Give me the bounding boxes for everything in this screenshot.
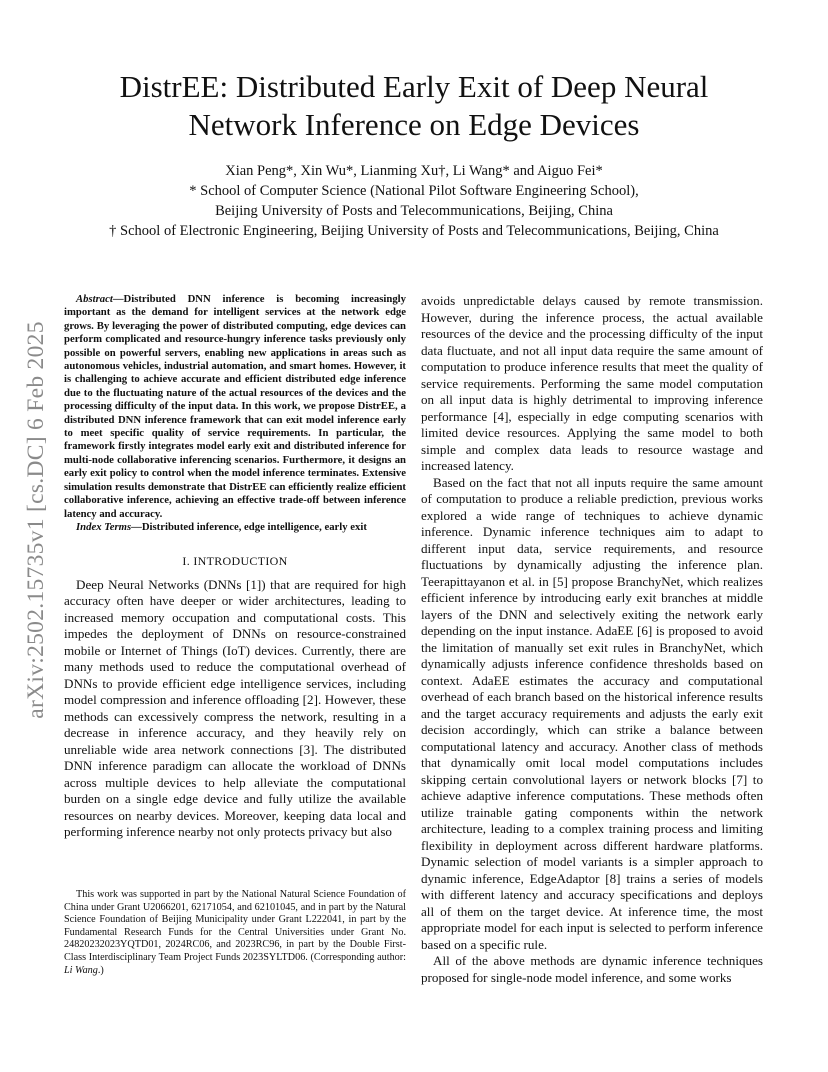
right-paragraph-2: Based on the fact that not all inputs require the same amount of computation to produce a reliable prediction, previous works explored a wide range of techniques to achieve dynamic inference. Dynamic inference techniques aim to adapt to different input data, service requirements, and resource fluctuations by dynamically adjusting the inference plan. Teerapittayanon et al. in [5] propose BranchyNet, which realizes efficient inference by introducing early exit branches at middle layers of the DNN and selectively exiting the network early depending on the input instance. AdaEE [6] is proposed to avoid the limitation of manually set exit rules in BranchyNet, which dynamically adjusts inference confidence thresholds based on context. AdaEE estimates the accuracy and computational overhead of each branch based on the historical inference results and the target accuracy requirements and adjusts the early exit decision accordingly, which can strike a balance between computational latency and accuracy. Another class of methods that dynamically omit local model computations includes skipping certain convolutional layers or network blocks [7] to achieve adaptive inference computations. These methods often utilize trainable gating components within the network architecture, leading to a complex training process and limiting flexibility in deployment across different hardware platforms. Dynamic selection of model variants is a simpler approach to dynamic inference, EdgeAdaptor [8] trains a series of models with different latency and accuracy specifications and deploys all of them on the target device. At inference time, the most appropriate model for each input is selected to perform inference based on a specific rule. <box>421 474 763 952</box>
affiliation-line-1: * School of Computer Science (National Pilot Software Engineering School), <box>189 183 639 199</box>
right-paragraph-1: avoids unpredictable delays caused by remote transmission. However, during the inference process, the actual available resources of the device and the processing difficulty of the input data fluctuate, and not all input data require the same amount of computation to produce inference results that meet the quality of service requirements. Performing the same model computation on all input data is highly detrimental to improving inference performance [4], especially in edge computing scenarios with limited device resources. Applying the same model to both simple and complex data leads to resource wastage and increased latency. <box>421 293 763 473</box>
title-line-1: DistrEE: Distributed Early Exit of Deep Neural <box>119 69 709 104</box>
author-block <box>60 161 768 241</box>
index-terms-text: —Distributed inference, edge intelligence, early exit <box>131 520 367 533</box>
right-column <box>421 293 763 986</box>
right-paragraph-3: All of the above methods are dynamic inference techniques proposed for single-node model inference, and some works <box>421 953 763 985</box>
funding-footnote <box>64 889 406 977</box>
affiliation-line-2: Beijing University of Posts and Telecommunications, Beijing, China <box>215 203 613 219</box>
arxiv-identifier-stamp <box>20 290 52 750</box>
index-terms-label: Index Terms <box>76 520 132 533</box>
paper-title <box>60 68 768 144</box>
left-paragraph-1: Deep Neural Networks (DNNs [1]) that are required for high accuracy often have deeper or wider architectures, leading to increased memory occupation and computational costs. This impedes the deployment of DNNs on resource-constrained mobile or Internet of Things (IoT) devices. Currently, there are many methods used to reduce the computational overhead of DNNs to provide efficient edge intelligence services, including model compression and inference offloading [2]. However, these methods can excessively compress the network, resulting in a decrease in inference accuracy, and they heavily rely on unreliable wide area network connections [3]. The distributed DNN inference paradigm can allocate the workload of DNNs across multiple devices to help alleviate the computational burden on a single edge device and fully utilize the available resources on nearby devices. Moreover, keeping data local and performing inference nearby not only protects privacy but also <box>64 576 406 840</box>
author-names: Xian Peng*, Xin Wu*, Lianming Xu†, Li Wang* and Aiguo Fei* <box>225 163 603 179</box>
index-terms <box>64 521 406 534</box>
footnote-text: This work was supported in part by the National Natural Science Foundation of China under Grant U2066201, 62171054, and 62101045, and in part by the Natural Science Foundation of Beijing Municipality under Grant L222041, in part by the Fundamental Research Funds for the Central Universities under Grant No. 24820232023YQTD01, 2024RC06, and 2023RC96, in part by the Double First-Class Interdisciplinary Team Project Funds 2023SYLTD06. (Corresponding author: <box>64 889 406 963</box>
abstract-text: —Distributed DNN inference is becoming increasingly important as the demand for intelligent services at the network edge grows. By leveraging the power of distributed computing, edge devices can perform complicated and resource-hungry inference tasks previously only possible on powerful servers, enabling new applications in areas such as autonomous vehicles, industrial automation, and smart homes. However, it is challenging to achieve accurate and efficient distributed edge inference due to the fluctuating nature of the actual resources of the devices and the processing difficulty of the input data. In this work, we propose DistrEE, a distributed DNN inference framework that can exit model inference early to meet specific quality of service requirements. In particular, the framework firstly integrates model early exit and distributed inference for multi-node collaborative inferencing scenarios. Furthermore, it designs an early exit policy to control when the model inference terminates. Extensive simulation results demonstrate that DistrEE can efficiently realize efficient collaborative inference, achieving an effective trade-off between inference latency and accuracy. <box>64 293 406 520</box>
footnote-close: .) <box>97 964 104 976</box>
abstract <box>64 293 406 521</box>
left-column <box>64 293 406 841</box>
footnote-author: Li Wang <box>64 964 98 976</box>
arxiv-identifier-text: arXiv:2502.15735v1 [cs.DC] 6 Feb 2025 <box>22 321 49 719</box>
title-line-2: Network Inference on Edge Devices <box>188 107 640 142</box>
abstract-label: Abstract <box>76 293 113 305</box>
affiliation-line-3: † School of Electronic Engineering, Beijing University of Posts and Telecommunications, Beijing, China <box>109 223 719 239</box>
section-heading-introduction: I. INTRODUCTION <box>182 554 288 569</box>
